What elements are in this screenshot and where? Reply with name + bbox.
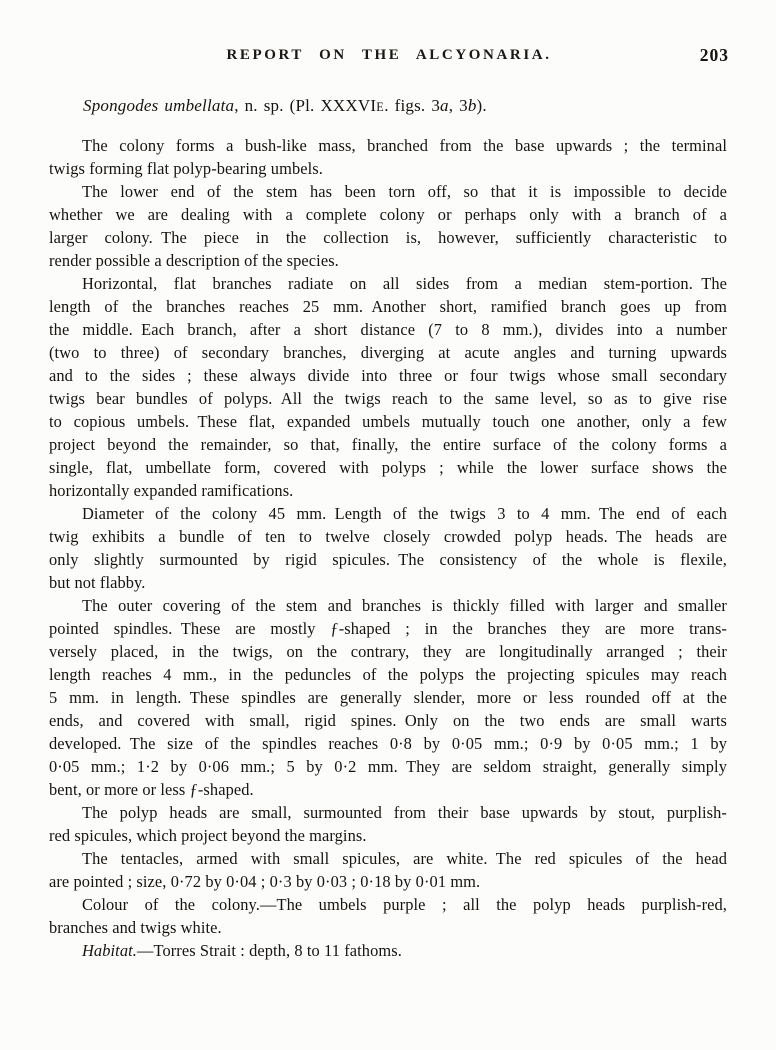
text-line: render possible a description of the species. — [49, 251, 339, 270]
text-line: ends, and covered with small, rigid spines. Only on the two ends are small warts — [49, 711, 727, 730]
text-line: branches and twigs white. — [49, 918, 222, 937]
text-line: larger colony. The piece in the collection is, however, sufficiently characteristic to — [49, 228, 727, 247]
running-head — [49, 45, 729, 67]
text-line: The outer covering of the stem and branches is thickly filled with larger and smaller — [82, 596, 727, 615]
text-segment: , n. sp. (Pl. XXXVI — [234, 96, 377, 115]
text-line: the middle. Each branch, after a short distance (7 to 8 mm.), divides into a number — [49, 320, 727, 339]
paragraph — [49, 134, 727, 180]
text-line: 5 mm. in length. These spindles are generally slender, more or less rounded off at the — [49, 688, 727, 707]
body-text — [49, 134, 727, 962]
paragraph — [49, 180, 727, 272]
text-line: length of the branches reaches 25 mm. Another short, ramified branch goes up from — [49, 297, 727, 316]
text-line: twig exhibits a bundle of ten to twelve closely crowded polyp heads. The heads are — [49, 527, 727, 546]
text-line: twigs bear bundles of polyps. All the twigs reach to the same level, so as to give rise — [49, 389, 727, 408]
text-line: bent, or more or less ƒ-shaped. — [49, 780, 254, 799]
paragraph — [49, 272, 727, 502]
text-segment: . figs. 3 — [384, 96, 441, 115]
paragraph — [49, 939, 727, 962]
text-segment: b — [467, 96, 477, 115]
text-segment: E — [376, 100, 385, 114]
text-segment: —Torres Strait : depth, 8 to 11 fathoms. — [136, 941, 402, 960]
text-line: Colour of the colony.—The umbels purple ; all the polyp heads purplish-red, — [82, 895, 727, 914]
text-line: single, flat, umbellate form, covered with polyps ; while the lower surface shows the — [49, 458, 727, 477]
text-segment: , 3 — [448, 96, 468, 115]
paragraph — [49, 594, 727, 801]
text-line: and to the sides ; these always divide into three or four twigs whose small secondary — [49, 366, 727, 385]
text-line: twigs forming flat polyp-bearing umbels. — [49, 159, 323, 178]
paragraph — [49, 502, 727, 594]
running-head-title: REPORT ON THE ALCYONARIA. — [226, 47, 552, 63]
text-line: versely placed, in the twigs, on the contrary, they are longitudinally arranged ; their — [49, 642, 727, 661]
text-line: only slightly surmounted by rigid spicules. The consistency of the whole is flexile, — [49, 550, 727, 569]
text-line: developed. The size of the spindles reaches 0·8 by 0·05 mm.; 0·9 by 0·05 mm.; 1 by — [49, 734, 727, 753]
text-segment: a — [440, 96, 449, 115]
text-segment: Habitat. — [82, 941, 137, 960]
text-line: Horizontal, flat branches radiate on all sides from a median stem-portion. The — [82, 274, 727, 293]
text-segment: ). — [476, 96, 487, 115]
paragraph — [49, 847, 727, 893]
text-line: (two to three) of secondary branches, diverging at acute angles and turning upwards — [49, 343, 727, 362]
text-line: length reaches 4 mm., in the peduncles of the polyps the projecting spicules may reach — [49, 665, 727, 684]
text-line: horizontally expanded ramifications. — [49, 481, 294, 500]
page-number: 203 — [699, 45, 729, 65]
text-line: are pointed ; size, 0·72 by 0·04 ; 0·3 by 0·03 ; 0·18 by 0·01 mm. — [49, 872, 481, 891]
text-line: pointed spindles. These are mostly ƒ-shaped ; in the branches they are more trans- — [49, 619, 727, 638]
text-line — [49, 939, 727, 962]
paragraph — [49, 801, 727, 847]
text-line: The polyp heads are small, surmounted from their base upwards by stout, purplish- — [82, 803, 727, 822]
species-heading — [49, 96, 727, 116]
text-line: red spicules, which project beyond the margins. — [49, 826, 367, 845]
text-line: Diameter of the colony 45 mm. Length of the twigs 3 to 4 mm. The end of each — [82, 504, 727, 523]
text-segment: Spongodes umbellata — [83, 96, 235, 115]
text-line: 0·05 mm.; 1·2 by 0·06 mm.; 5 by 0·2 mm. They are seldom straight, generally simply — [49, 757, 727, 776]
text-line: but not flabby. — [49, 573, 146, 592]
text-line: project beyond the remainder, so that, finally, the entire surface of the colony forms a — [49, 435, 727, 454]
text-line: The lower end of the stem has been torn off, so that it is impossible to decide — [82, 182, 727, 201]
text-line: whether we are dealing with a complete colony or perhaps only with a branch of a — [49, 205, 727, 224]
paragraph — [49, 893, 727, 939]
text-line: The colony forms a bush-like mass, branched from the base upwards ; the terminal — [82, 136, 727, 155]
text-line: The tentacles, armed with small spicules, are white. The red spicules of the head — [82, 849, 727, 868]
text-line: to copious umbels. These flat, expanded umbels mutually touch one another, only a few — [49, 412, 727, 431]
